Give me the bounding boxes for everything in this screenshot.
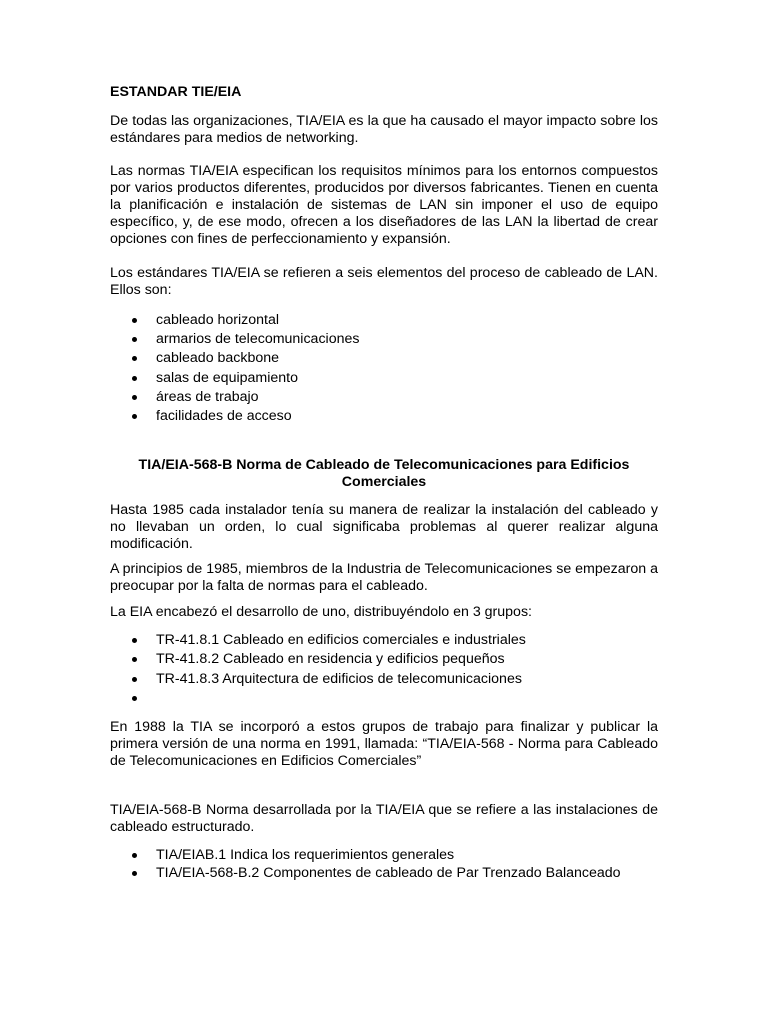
list-item: áreas de trabajo	[110, 388, 658, 407]
list-item: TIA/EIAB.1 Indica los requerimientos generales	[110, 846, 658, 865]
list-item: cableado horizontal	[110, 311, 658, 330]
elementos-list	[110, 311, 658, 426]
y1988-paragraph: En 1988 la TIA se incorporó a estos grupos de trabajo para finalizar y publicar la primera versión de una norma en 1991, llamada: “TIA/EIA-568 - Norma para Cableado de Telecomunicaciones en Edificios Comerciales”	[110, 718, 658, 769]
list-item: salas de equipamiento	[110, 369, 658, 388]
list-item: TIA/EIA-568-B.2 Componentes de cableado de Par Trenzado Balanceado	[110, 865, 658, 882]
hasta-1985-paragraph: Hasta 1985 cada instalador tenía su manera de realizar la instalación del cableado y no llevaban un orden, lo cual significaba problemas al querer realizar alguna modificación.	[110, 502, 658, 553]
document-page	[110, 84, 658, 882]
list-item-empty	[110, 689, 658, 708]
seis-elementos-paragraph: Los estándares TIA/EIA se refieren a seis elementos del proceso de cableado de LAN. Ellos son:	[110, 265, 658, 298]
list-item: TR-41.8.1 Cableado en edificios comerciales e industriales	[110, 631, 658, 650]
list-item: cableado backbone	[110, 349, 658, 368]
list-item: TR-41.8.2 Cableado en residencia y edificios pequeños	[110, 650, 658, 669]
componentes-list	[110, 846, 658, 882]
intro-paragraph: De todas las organizaciones, TIA/EIA es la que ha causado el mayor impacto sobre los estándares para medios de networking.	[110, 113, 658, 146]
list-item: TR-41.8.3 Arquitectura de edificios de telecomunicaciones	[110, 670, 658, 689]
norma-568b-paragraph: TIA/EIA-568-B Norma desarrollada por la TIA/EIA que se refiere a las instalaciones de cableado estructurado.	[110, 801, 658, 835]
grupos-list	[110, 631, 658, 708]
document-heading: ESTANDAR TIE/EIA	[110, 84, 242, 100]
section-title: TIA/EIA-568-B Norma de Cableado de Telecomunicaciones para Edificios Comerciales	[138, 457, 630, 491]
list-item: facilidades de acceso	[110, 407, 658, 426]
eia-paragraph: La EIA encabezó el desarrollo de uno, distribuyéndolo en 3 grupos:	[110, 604, 532, 621]
principios-1985-paragraph: A principios de 1985, miembros de la Industria de Telecomunicaciones se empezaron a preocupar por la falta de normas para el cableado.	[110, 561, 658, 595]
normas-paragraph: Las normas TIA/EIA especifican los requisitos mínimos para los entornos compuestos por varios productos diferentes, producidos por diversos fabricantes. Tienen en cuenta la planificación e instalación de sistemas de LAN sin imponer el uso de equipo específico, y, de ese modo, ofrecen a los diseñadores de las LAN la libertad de crear opciones con fines de perfeccionamiento y expansión.	[110, 163, 658, 247]
list-item: armarios de telecomunicaciones	[110, 330, 658, 349]
